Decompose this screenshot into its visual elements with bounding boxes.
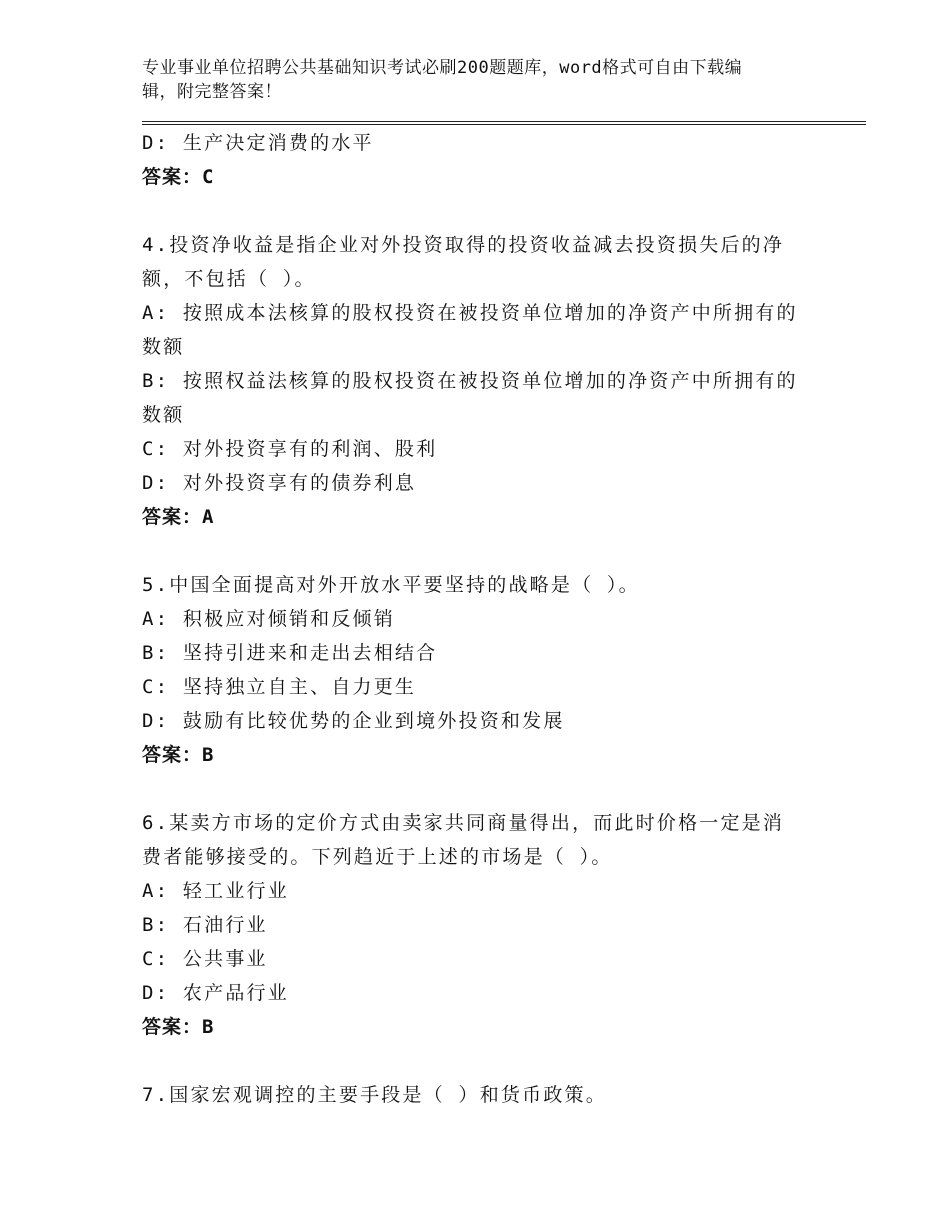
page-header	[142, 56, 802, 104]
option-text: A: 按照成本法核算的股权投资在被投资单位增加的净资产中所拥有的	[142, 302, 798, 324]
option-text: 数额	[142, 404, 185, 426]
option-text: D: 对外投资享有的债券利息	[142, 472, 417, 494]
option-text: D: 生产决定消费的水平	[142, 132, 374, 154]
question-text: 额，不包括（ ）。	[142, 268, 316, 290]
question-text: 6.某卖方市场的定价方式由卖家共同商量得出，而此时价格一定是消	[142, 812, 785, 834]
question-text: 4.投资净收益是指企业对外投资取得的投资收益减去投资损失后的净	[142, 234, 785, 256]
spacer	[142, 194, 822, 228]
question-text: 5.中国全面提高对外开放水平要坚持的战略是（ ）。	[142, 574, 640, 596]
answer-line: 答案：B	[142, 1016, 215, 1038]
option-text: 数额	[142, 336, 185, 358]
spacer	[142, 534, 822, 568]
question-text: 费者能够接受的。下列趋近于上述的市场是（ ）。	[142, 846, 613, 868]
option-text: B: 石油行业	[142, 914, 268, 936]
header-line-2: 辑，附完整答案！	[142, 82, 282, 102]
spacer	[142, 1044, 822, 1078]
option-text: B: 坚持引进来和走出去相结合	[142, 642, 438, 664]
header-rule-top	[142, 121, 866, 122]
option-text: A: 轻工业行业	[142, 880, 289, 902]
option-text: C: 坚持独立自主、自力更生	[142, 676, 417, 698]
answer-line: 答案：B	[142, 744, 215, 766]
option-text: B: 按照权益法核算的股权投资在被投资单位增加的净资产中所拥有的	[142, 370, 798, 392]
header-rule-bottom	[142, 124, 866, 125]
question-list	[142, 126, 822, 1112]
spacer	[142, 772, 822, 806]
header-line-1: 专业事业单位招聘公共基础知识考试必刷200题题库，word格式可自由下载编	[142, 58, 743, 78]
option-text: C: 公共事业	[142, 948, 268, 970]
option-text: D: 农产品行业	[142, 982, 289, 1004]
question-text: 7.国家宏观调控的主要手段是（ ）和货币政策。	[142, 1084, 607, 1106]
answer-line: 答案：C	[142, 166, 215, 188]
option-text: C: 对外投资享有的利润、股利	[142, 438, 438, 460]
option-text: A: 积极应对倾销和反倾销	[142, 608, 395, 630]
option-text: D: 鼓励有比较优势的企业到境外投资和发展	[142, 710, 565, 732]
answer-line: 答案：A	[142, 506, 215, 528]
